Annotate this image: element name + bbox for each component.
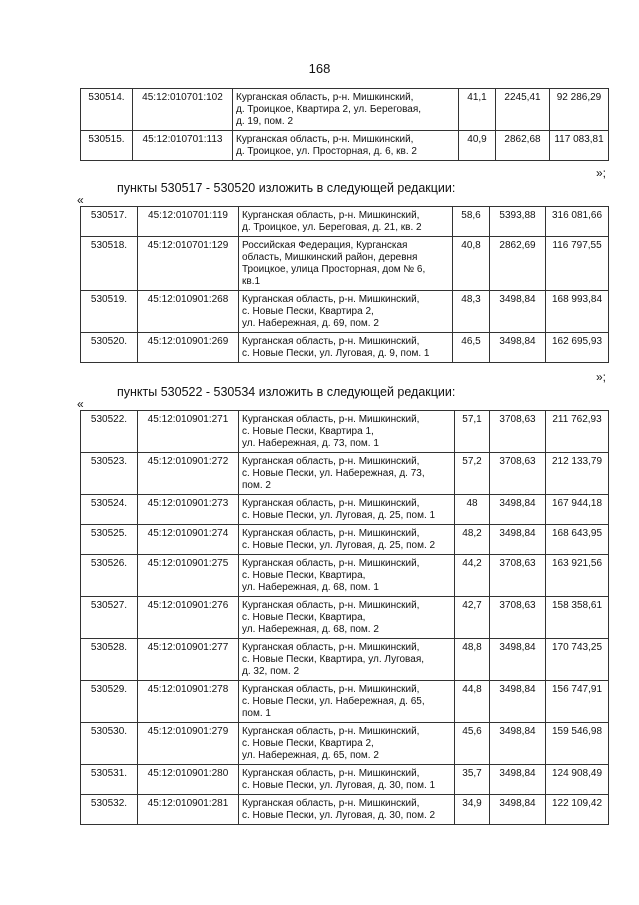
address-cell: [239, 291, 453, 333]
table-body: [81, 411, 609, 825]
address-line: ул. Набережная, д. 69, пом. 2: [242, 318, 379, 329]
unit-price: 3498,84: [490, 291, 546, 333]
address-cell: [239, 453, 455, 495]
area-value: 48,3: [453, 291, 490, 333]
row-number: 530517.: [81, 207, 138, 237]
address-line: с. Новые Пески, ул. Набережная, д. 65,: [242, 696, 425, 707]
total-value: 163 921,56: [546, 555, 609, 597]
amendment-instruction: пункты 530522 - 530534 изложить в следующей редакции:: [117, 385, 456, 399]
address-line: Курганская область, р-н. Мишкинский,: [242, 726, 420, 737]
address-line: Курганская область, р-н. Мишкинский,: [242, 528, 420, 539]
area-value: 57,2: [455, 453, 490, 495]
closing-quote: »;: [595, 166, 606, 180]
page-number: 168: [308, 61, 331, 76]
area-value: 45,6: [455, 723, 490, 765]
cadastral-number: 45:12:010901:271: [138, 411, 239, 453]
row-number: 530522.: [81, 411, 138, 453]
table-row: [81, 765, 609, 795]
address-line: д. 32, пом. 2: [242, 666, 300, 677]
cadastral-number: 45:12:010901:268: [138, 291, 239, 333]
total-value: 168 993,84: [546, 291, 609, 333]
total-value: 212 133,79: [546, 453, 609, 495]
cadastral-number: 45:12:010701:119: [138, 207, 239, 237]
address-line: Курганская область, р-н. Мишкинский,: [242, 798, 420, 809]
address-line: область, Мишкинский район, деревня: [242, 252, 418, 263]
address-line: с. Новые Пески, Квартира,: [242, 612, 366, 623]
area-value: 42,7: [455, 597, 490, 639]
row-number: 530520.: [81, 333, 138, 363]
address-line: Курганская область, р-н. Мишкинский,: [236, 92, 414, 103]
unit-price: 3498,84: [490, 723, 546, 765]
address-line: ул. Набережная, д. 73, пом. 1: [242, 438, 379, 449]
amendment-instruction: пункты 530517 - 530520 изложить в следующей редакции:: [117, 181, 456, 195]
row-number: 530514.: [81, 89, 133, 131]
row-number: 530532.: [81, 795, 138, 825]
row-number: 530527.: [81, 597, 138, 639]
row-number: 530515.: [81, 131, 133, 161]
address-line: д. Троицкое, Квартира 2, ул. Береговая,: [236, 104, 422, 115]
address-line: Курганская область, р-н. Мишкинский,: [242, 768, 420, 779]
cadastral-number: 45:12:010701:129: [138, 237, 239, 291]
unit-price: 2862,68: [496, 131, 550, 161]
address-cell: [233, 89, 459, 131]
property-table-2: [80, 206, 609, 363]
opening-quote: «: [77, 397, 84, 411]
address-line: кв.1: [242, 276, 261, 287]
unit-price: 3498,84: [490, 333, 546, 363]
unit-price: 3498,84: [490, 639, 546, 681]
address-line: Курганская область, р-н. Мишкинский,: [242, 210, 420, 221]
cadastral-number: 45:12:010901:280: [138, 765, 239, 795]
area-value: 58,6: [453, 207, 490, 237]
table-body: [81, 207, 609, 363]
table-row: [81, 639, 609, 681]
row-number: 530530.: [81, 723, 138, 765]
table-row: [81, 131, 609, 161]
address-cell: [239, 795, 455, 825]
cadastral-number: 45:12:010901:273: [138, 495, 239, 525]
address-cell: [239, 765, 455, 795]
address-line: с. Новые Пески, Квартира, ул. Луговая,: [242, 654, 425, 665]
row-number: 530523.: [81, 453, 138, 495]
table-row: [81, 411, 609, 453]
address-line: с. Новые Пески, ул. Луговая, д. 30, пом. 2: [242, 810, 436, 821]
area-value: 44,2: [455, 555, 490, 597]
address-cell: [239, 723, 455, 765]
row-number: 530529.: [81, 681, 138, 723]
row-number: 530531.: [81, 765, 138, 795]
address-line: с. Новые Пески, ул. Луговая, д. 30, пом. 1: [242, 780, 436, 791]
table-row: [81, 207, 609, 237]
address-line: Курганская область, р-н. Мишкинский,: [242, 600, 420, 611]
address-line: пом. 2: [242, 480, 271, 491]
address-line: ул. Набережная, д. 68, пом. 1: [242, 582, 379, 593]
area-value: 40,8: [453, 237, 490, 291]
cadastral-number: 45:12:010901:269: [138, 333, 239, 363]
row-number: 530524.: [81, 495, 138, 525]
unit-price: 3708,63: [490, 411, 546, 453]
total-value: 158 358,61: [546, 597, 609, 639]
unit-price: 3708,63: [490, 453, 546, 495]
cadastral-number: 45:12:010701:113: [133, 131, 233, 161]
address-line: Курганская область, р-н. Мишкинский,: [242, 336, 420, 347]
table-row: [81, 237, 609, 291]
address-line: пом. 1: [242, 708, 271, 719]
total-value: 124 908,49: [546, 765, 609, 795]
row-number: 530518.: [81, 237, 138, 291]
cadastral-number: 45:12:010901:274: [138, 525, 239, 555]
property-table-3: [80, 410, 609, 825]
unit-price: 3498,84: [490, 795, 546, 825]
address-line: Курганская область, р-н. Мишкинский,: [242, 456, 420, 467]
total-value: 122 109,42: [546, 795, 609, 825]
property-table-1: [80, 88, 609, 161]
address-line: д. Троицкое, ул. Береговая, д. 21, кв. 2: [242, 222, 422, 233]
cadastral-number: 45:12:010901:276: [138, 597, 239, 639]
unit-price: 5393,88: [490, 207, 546, 237]
row-number: 530519.: [81, 291, 138, 333]
address-line: д. Троицкое, ул. Просторная, д. 6, кв. 2: [236, 146, 417, 157]
unit-price: 2862,69: [490, 237, 546, 291]
table-row: [81, 291, 609, 333]
cadastral-number: 45:12:010701:102: [133, 89, 233, 131]
cadastral-number: 45:12:010901:275: [138, 555, 239, 597]
table-row: [81, 555, 609, 597]
address-cell: [239, 555, 455, 597]
address-cell: [239, 639, 455, 681]
total-value: 92 286,29: [550, 89, 609, 131]
unit-price: 3498,84: [490, 765, 546, 795]
total-value: 316 081,66: [546, 207, 609, 237]
table-row: [81, 795, 609, 825]
area-value: 57,1: [455, 411, 490, 453]
table-row: [81, 333, 609, 363]
area-value: 48,8: [455, 639, 490, 681]
total-value: 116 797,55: [546, 237, 609, 291]
table-row: [81, 723, 609, 765]
total-value: 170 743,25: [546, 639, 609, 681]
area-value: 48,2: [455, 525, 490, 555]
total-value: 211 762,93: [546, 411, 609, 453]
address-line: Курганская область, р-н. Мишкинский,: [242, 558, 420, 569]
unit-price: 3498,84: [490, 495, 546, 525]
address-cell: [239, 237, 453, 291]
table-row: [81, 453, 609, 495]
address-line: с. Новые Пески, ул. Луговая, д. 25, пом. 1: [242, 510, 436, 521]
address-line: с. Новые Пески, Квартира 1,: [242, 426, 374, 437]
address-line: с. Новые Пески, ул. Набережная, д. 73,: [242, 468, 425, 479]
address-line: с. Новые Пески, ул. Луговая, д. 9, пом. 1: [242, 348, 430, 359]
total-value: 162 695,93: [546, 333, 609, 363]
table-row: [81, 525, 609, 555]
table-row: [81, 495, 609, 525]
address-line: д. 19, пом. 2: [236, 116, 294, 127]
address-cell: [239, 525, 455, 555]
total-value: 156 747,91: [546, 681, 609, 723]
area-value: 44,8: [455, 681, 490, 723]
area-value: 34,9: [455, 795, 490, 825]
cadastral-number: 45:12:010901:279: [138, 723, 239, 765]
address-line: Курганская область, р-н. Мишкинский,: [236, 134, 414, 145]
area-value: 35,7: [455, 765, 490, 795]
address-line: ул. Набережная, д. 65, пом. 2: [242, 750, 379, 761]
cadastral-number: 45:12:010901:278: [138, 681, 239, 723]
address-line: Курганская область, р-н. Мишкинский,: [242, 498, 420, 509]
total-value: 167 944,18: [546, 495, 609, 525]
address-line: с. Новые Пески, Квартира,: [242, 570, 366, 581]
table-row: [81, 597, 609, 639]
address-line: с. Новые Пески, Квартира 2,: [242, 306, 374, 317]
unit-price: 3708,63: [490, 597, 546, 639]
opening-quote: «: [77, 193, 84, 207]
area-value: 46,5: [453, 333, 490, 363]
total-value: 168 643,95: [546, 525, 609, 555]
table-row: [81, 681, 609, 723]
unit-price: 3708,63: [490, 555, 546, 597]
address-line: Троицкое, улица Просторная, дом № 6,: [242, 264, 426, 275]
address-line: Курганская область, р-н. Мишкинский,: [242, 414, 420, 425]
row-number: 530528.: [81, 639, 138, 681]
address-line: с. Новые Пески, ул. Луговая, д. 25, пом. 2: [242, 540, 436, 551]
address-cell: [239, 207, 453, 237]
cadastral-number: 45:12:010901:277: [138, 639, 239, 681]
row-number: 530526.: [81, 555, 138, 597]
area-value: 48: [455, 495, 490, 525]
address-cell: [239, 597, 455, 639]
address-line: Курганская область, р-н. Мишкинский,: [242, 294, 420, 305]
address-line: Курганская область, р-н. Мишкинский,: [242, 684, 420, 695]
address-cell: [233, 131, 459, 161]
address-line: Курганская область, р-н. Мишкинский,: [242, 642, 420, 653]
total-value: 159 546,98: [546, 723, 609, 765]
address-cell: [239, 411, 455, 453]
row-number: 530525.: [81, 525, 138, 555]
area-value: 40,9: [459, 131, 496, 161]
area-value: 41,1: [459, 89, 496, 131]
table-body: [81, 89, 609, 161]
cadastral-number: 45:12:010901:281: [138, 795, 239, 825]
closing-quote: »;: [595, 370, 606, 384]
unit-price: 2245,41: [496, 89, 550, 131]
address-line: ул. Набережная, д. 68, пом. 2: [242, 624, 379, 635]
address-line: Российская Федерация, Курганская: [242, 240, 408, 251]
unit-price: 3498,84: [490, 681, 546, 723]
address-cell: [239, 495, 455, 525]
unit-price: 3498,84: [490, 525, 546, 555]
address-cell: [239, 333, 453, 363]
address-line: с. Новые Пески, Квартира 2,: [242, 738, 374, 749]
cadastral-number: 45:12:010901:272: [138, 453, 239, 495]
address-cell: [239, 681, 455, 723]
table-row: [81, 89, 609, 131]
total-value: 117 083,81: [550, 131, 609, 161]
